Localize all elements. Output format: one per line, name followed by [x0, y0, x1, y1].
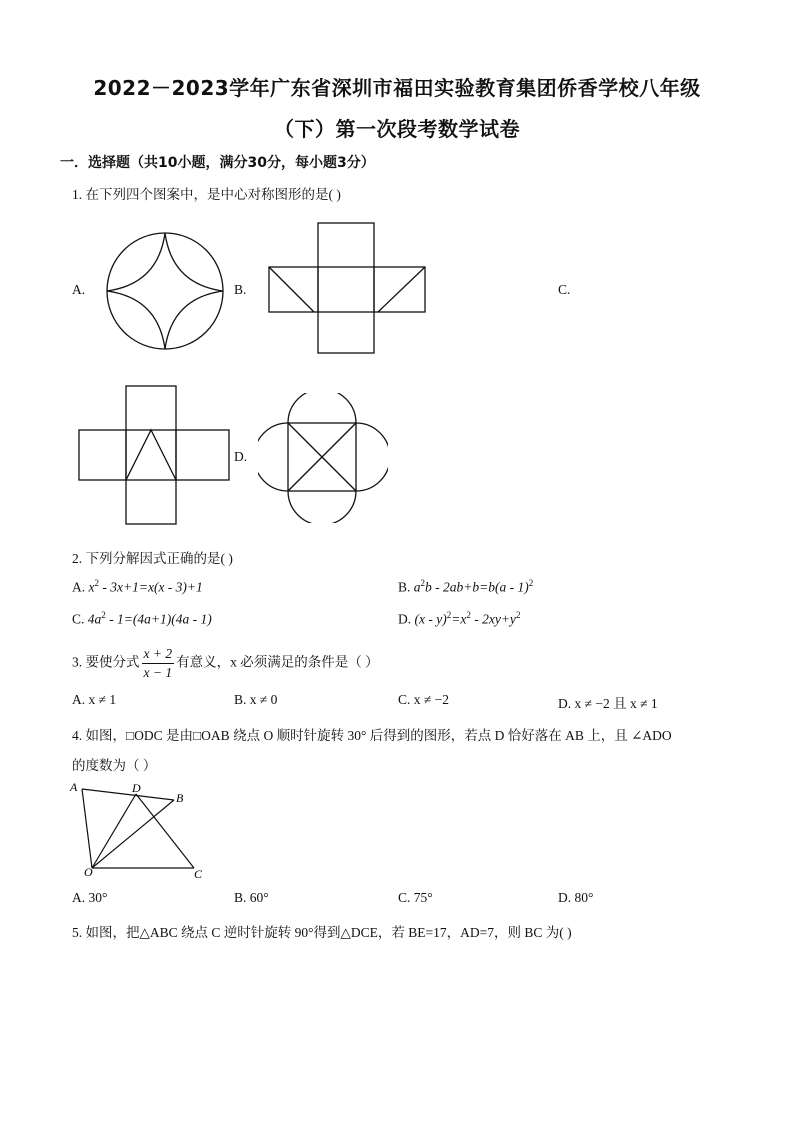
q4-option-c: C. 75°: [398, 890, 433, 905]
q4-option-a: A. 30°: [72, 890, 108, 905]
q1-figure-c: [76, 383, 232, 527]
q2-c-part: - 1=(4a+1)(4a - 1): [105, 611, 212, 627]
q2-d-exp: 2: [446, 610, 452, 620]
q1-figure-a: [102, 228, 228, 354]
q2-b-part: b - 2ab+b=b(a - 1): [425, 579, 529, 595]
q3-option-c: C. x ≠ −2: [398, 692, 450, 707]
q3-option-b: B. x ≠ 0: [234, 692, 278, 707]
q3-pre-text: 3. 要使分式: [72, 654, 140, 670]
segment-ao: [82, 789, 92, 868]
question-4-line-2: 的度数为（ ）: [72, 758, 157, 773]
question-2-stem: 2. 下列分解因式正确的是( ): [72, 551, 233, 566]
question-1-stem: 1. 在下列四个图案中，是中心对称图形的是( ): [72, 187, 341, 202]
q2-a-part: x: [88, 579, 95, 595]
q3-option-a: A. x ≠ 1: [72, 692, 117, 707]
label-b: B: [176, 791, 184, 805]
q2-d-part: =x: [451, 611, 467, 627]
question-3-stem: [72, 645, 379, 682]
q2-d-part: (x - y): [414, 611, 447, 627]
title-line-1: 2022－2023学年广东省深圳市福田实验教育集团侨香学校八年级: [93, 76, 701, 100]
q2-c-exp: 2: [101, 610, 106, 620]
q3-option-d: D. x ≠ −2 且 x ≠ 1: [558, 696, 658, 711]
q3-fraction: [142, 645, 175, 682]
q2-option-b: [398, 578, 533, 596]
q1-option-a-label: A.: [72, 282, 86, 297]
title-line-2: （下）第一次段考数学试卷: [274, 117, 520, 141]
q2-a-label: A.: [72, 579, 86, 595]
q4-figure: [66, 776, 216, 880]
q2-a-part: - 3x+1=x(x - 3)+1: [99, 579, 203, 595]
label-d: D: [132, 781, 141, 795]
q2-b-exp: 2: [528, 578, 534, 588]
q2-option-a: [72, 578, 203, 596]
q2-b-exp: 2: [420, 578, 426, 588]
q1-option-b-label: B.: [234, 282, 247, 297]
q2-a-exp: 2: [94, 578, 99, 588]
segment-dc: [136, 794, 194, 868]
q1-option-d-label: D.: [234, 449, 248, 464]
q2-d-part: - 2xy+y: [470, 611, 516, 627]
q4-option-b: B. 60°: [234, 890, 269, 905]
question-4-line-1: 4. 如图，□ODC 是由□OAB 绕点 O 顺时针旋转 30° 后得到的图形，若点 D 恰好落在 AB 上，且 ∠ADO: [72, 728, 672, 743]
q2-option-c: [72, 610, 212, 628]
q3-post-text: 有意义，x 必须满足的条件是（ ）: [176, 654, 379, 670]
q2-b-part: a: [413, 579, 421, 595]
q3-numerator: x + 2: [142, 645, 175, 664]
q3-denominator: x − 1: [143, 665, 173, 680]
q2-d-label: D.: [398, 611, 412, 627]
label-c: C: [194, 867, 203, 880]
q1-figure-b: [266, 220, 428, 356]
q2-d-exp: 2: [515, 610, 521, 620]
q2-c-label: C.: [72, 611, 85, 627]
q1-figure-d: [258, 393, 388, 523]
segment-ob: [92, 800, 174, 868]
q1-option-c-label: C.: [558, 282, 571, 297]
segment-ab: [82, 789, 174, 800]
label-o: O: [84, 865, 93, 879]
section-heading: 一．选择题（共10小题，满分30分，每小题3分）: [60, 155, 375, 171]
q2-b-label: B.: [398, 579, 411, 595]
q4-option-d: D. 80°: [558, 890, 594, 905]
segment-od: [92, 794, 136, 868]
q2-option-d: [398, 610, 520, 628]
question-5-stem: 5. 如图，把△ABC 绕点 C 逆时针旋转 90°得到△DCE，若 BE=17，AD=7，则 BC 为( ): [72, 925, 572, 940]
q2-c-part: 4a: [87, 611, 102, 627]
label-a: A: [70, 780, 78, 794]
q2-d-exp: 2: [466, 610, 471, 620]
